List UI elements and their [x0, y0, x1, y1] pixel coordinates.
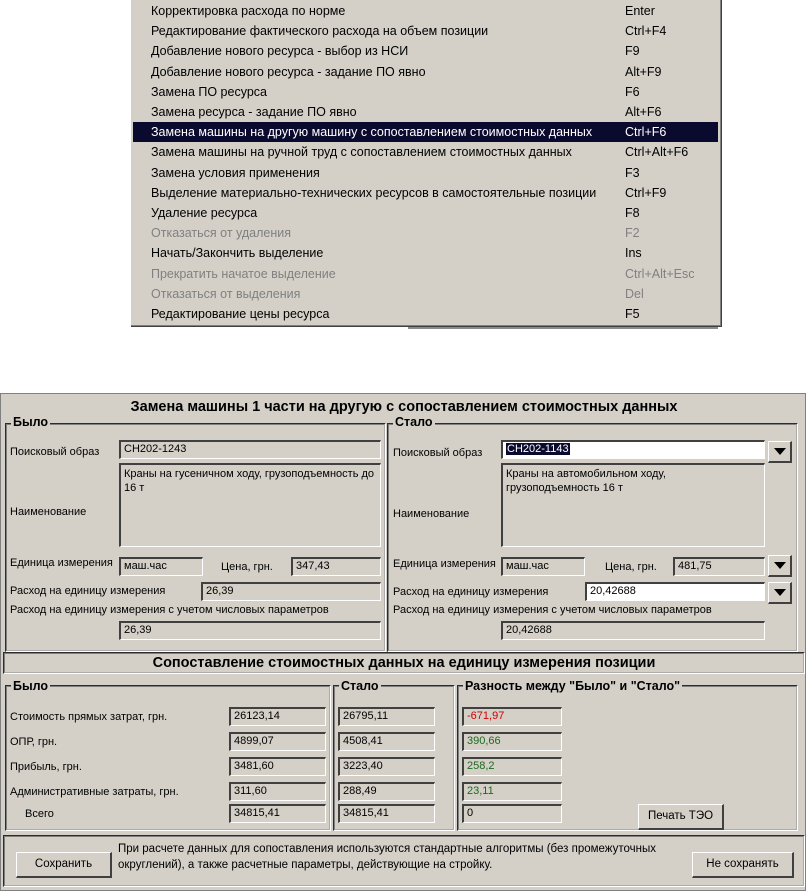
menu-item-shortcut: F9 — [625, 44, 640, 59]
menu-item-shortcut: F5 — [625, 307, 640, 321]
compare-row-label: Прибыль, грн. — [10, 761, 82, 773]
now-name-field: Краны на автомобильном ходу, грузоподъемность 16 т — [501, 463, 765, 547]
menu-item-label: Корректировка расхода по норме — [151, 4, 346, 18]
compare-was-field: 26123,14 — [229, 707, 326, 726]
was-price-field: 347,43 — [291, 557, 381, 576]
now-rate-input[interactable]: 20,42688 — [585, 582, 765, 601]
chevron-down-icon — [774, 589, 786, 597]
now-search-label: Поисковый образ — [393, 447, 483, 459]
menu-item[interactable] — [133, 163, 718, 183]
menu-item-label: Прекратить начатое выделение — [151, 266, 336, 281]
chevron-down-icon — [774, 562, 786, 570]
menu-item[interactable] — [133, 62, 718, 82]
compare-row-label: Административные затраты, грн. — [10, 786, 179, 798]
compare-title: Сопоставление стоимостных данных на единицу измерения позиции — [152, 655, 656, 671]
menu-item-shortcut: Ctrl+F9 — [625, 185, 667, 200]
now-unit-field: маш.час — [501, 557, 585, 576]
menu-item-shortcut: Ctrl+F4 — [625, 24, 667, 39]
menu-item — [133, 264, 718, 284]
menu-item-shortcut: F8 — [625, 206, 640, 220]
menu-item-label: Замена ПО ресурса — [151, 84, 267, 99]
menu-item[interactable] — [133, 1, 718, 21]
menu-item-label: Отказаться от удаления — [151, 226, 291, 241]
menu-item[interactable] — [133, 122, 718, 142]
was-rate-params-label: Расход на единицу измерения с учетом числовых параметров — [10, 604, 329, 616]
menu-item-label: Добавление нового ресурса - задание ПО явно — [151, 64, 426, 79]
menu-item-shortcut: Alt+F6 — [625, 105, 662, 119]
menu-item-label: Выделение материально-технических ресурсов в самостоятельные позиции — [151, 185, 597, 200]
was-group-caption: Было — [13, 415, 49, 429]
menu-item-label: Редактирование цены ресурса — [151, 307, 330, 321]
menu-item-label: Замена машины на ручной труд с сопоставлением стоимостных данных — [151, 145, 572, 160]
now-price-field: 481,75 — [673, 557, 765, 576]
compare-now-field: 4508,41 — [338, 732, 435, 751]
now-search-value: СН202-1143 — [507, 443, 569, 455]
menu-item-shortcut: F2 — [625, 226, 640, 241]
compare-now-field: 288,49 — [338, 782, 435, 801]
was-rate-field: 26,39 — [201, 582, 381, 601]
chevron-down-icon — [774, 448, 786, 456]
menu-item-shortcut: F6 — [625, 84, 640, 99]
now-rate-label: Расход на единицу измерения — [393, 586, 549, 598]
context-menu — [131, 0, 722, 327]
menu-item-label: Замена машины на другую машину с сопоставлением стоимостных данных — [151, 125, 593, 140]
dialog-title: Замена машины 1 части на другую с сопоставлением стоимостных данных — [130, 399, 678, 415]
was-name-field: Краны на гусеничном ходу, грузоподъемность до 16 т — [119, 463, 381, 547]
compare-now-field: 26795,11 — [338, 707, 435, 726]
menu-item[interactable] — [133, 203, 718, 223]
compare-was-field: 3481,60 — [229, 757, 326, 776]
menu-item[interactable] — [133, 304, 718, 324]
menu-item-shortcut: Ctrl+Alt+F6 — [625, 145, 689, 160]
now-rate-dropdown-button[interactable] — [768, 582, 792, 604]
compare-row-label: Стоимость прямых затрат, грн. — [10, 711, 168, 723]
menu-item[interactable] — [133, 82, 718, 102]
save-button[interactable]: Сохранить — [16, 852, 112, 878]
compare-now-field: 3223,40 — [338, 757, 435, 776]
menu-item-label: Начать/Закончить выделение — [151, 246, 324, 261]
no-save-button[interactable]: Не сохранять — [692, 852, 794, 878]
now-price-dropdown-button[interactable] — [768, 555, 792, 577]
now-unit-label: Единица измерения — [393, 558, 496, 570]
total-diff-field: 0 — [462, 804, 562, 823]
menu-item-label: Замена условия применения — [151, 165, 320, 180]
total-now-field: 34815,41 — [338, 804, 435, 823]
now-search-input[interactable] — [501, 440, 765, 459]
was-unit-field: маш.час — [119, 557, 203, 576]
compare-now-caption: Стало — [341, 679, 379, 693]
now-name-label: Наименование — [393, 508, 470, 520]
menu-item-label: Удаление ресурса — [151, 206, 258, 220]
menu-item-shortcut: F3 — [625, 165, 640, 180]
menu-item-shortcut: Del — [625, 286, 644, 301]
was-search-field: СН202-1243 — [119, 440, 381, 459]
compare-diff-field: -671,97 — [462, 707, 562, 726]
was-search-label: Поисковый образ — [10, 446, 100, 458]
now-group-caption: Стало — [395, 415, 433, 429]
menu-item — [133, 284, 718, 304]
menu-item[interactable] — [133, 142, 718, 162]
compare-diff-field: 258,2 — [462, 757, 562, 776]
menu-item-label: Редактирование фактического расхода на объем позиции — [151, 24, 489, 39]
now-rate-params-label: Расход на единицу измерения с учетом числовых параметров — [393, 604, 712, 616]
menu-item-shortcut: Enter — [625, 4, 655, 18]
menu-item-label: Замена ресурса - задание ПО явно — [151, 105, 357, 119]
compare-was-field: 4899,07 — [229, 732, 326, 751]
compare-was-field: 311,60 — [229, 782, 326, 801]
compare-diff-caption: Разность между "Было" и "Стало" — [465, 679, 681, 693]
total-was-field: 34815,41 — [229, 804, 326, 823]
menu-item[interactable] — [133, 183, 718, 203]
menu-item-label: Отказаться от выделения — [151, 286, 301, 301]
now-price-label: Цена, грн. — [605, 561, 657, 573]
total-label: Всего — [25, 808, 54, 820]
menu-item[interactable] — [133, 243, 718, 263]
menu-item — [133, 223, 718, 243]
replace-machine-dialog — [0, 393, 806, 891]
was-name-label: Наименование — [10, 506, 87, 518]
calculation-note: При расчете данных для сопоставления используются стандартные алгоритмы (без промежуточных округлений), а также расчетные параметры, действующие на стройку. — [118, 843, 656, 871]
background-grid-fragment — [408, 327, 718, 329]
was-price-label: Цена, грн. — [221, 561, 273, 573]
was-rate-params-field: 26,39 — [119, 621, 381, 640]
menu-item-shortcut: Ctrl+F6 — [625, 125, 667, 140]
was-rate-label: Расход на единицу измерения — [10, 585, 166, 597]
compare-diff-field: 390,66 — [462, 732, 562, 751]
compare-row-label: ОПР, грн. — [10, 736, 58, 748]
menu-item-shortcut: Alt+F9 — [625, 64, 662, 79]
now-rate-params-field: 20,42688 — [501, 621, 765, 640]
menu-item-shortcut: Ctrl+Alt+Esc — [625, 266, 695, 281]
compare-diff-field: 23,11 — [462, 782, 562, 801]
menu-item-label: Добавление нового ресурса - выбор из НСИ — [151, 44, 409, 59]
menu-item[interactable] — [133, 21, 718, 41]
now-search-dropdown-button[interactable] — [768, 441, 792, 463]
menu-item[interactable] — [133, 41, 718, 61]
print-teo-button[interactable]: Печать ТЭО — [638, 804, 724, 830]
menu-item[interactable] — [133, 102, 718, 122]
compare-was-caption: Было — [13, 679, 49, 693]
menu-item-shortcut: Ins — [625, 246, 642, 261]
was-unit-label: Единица измерения — [10, 557, 113, 569]
